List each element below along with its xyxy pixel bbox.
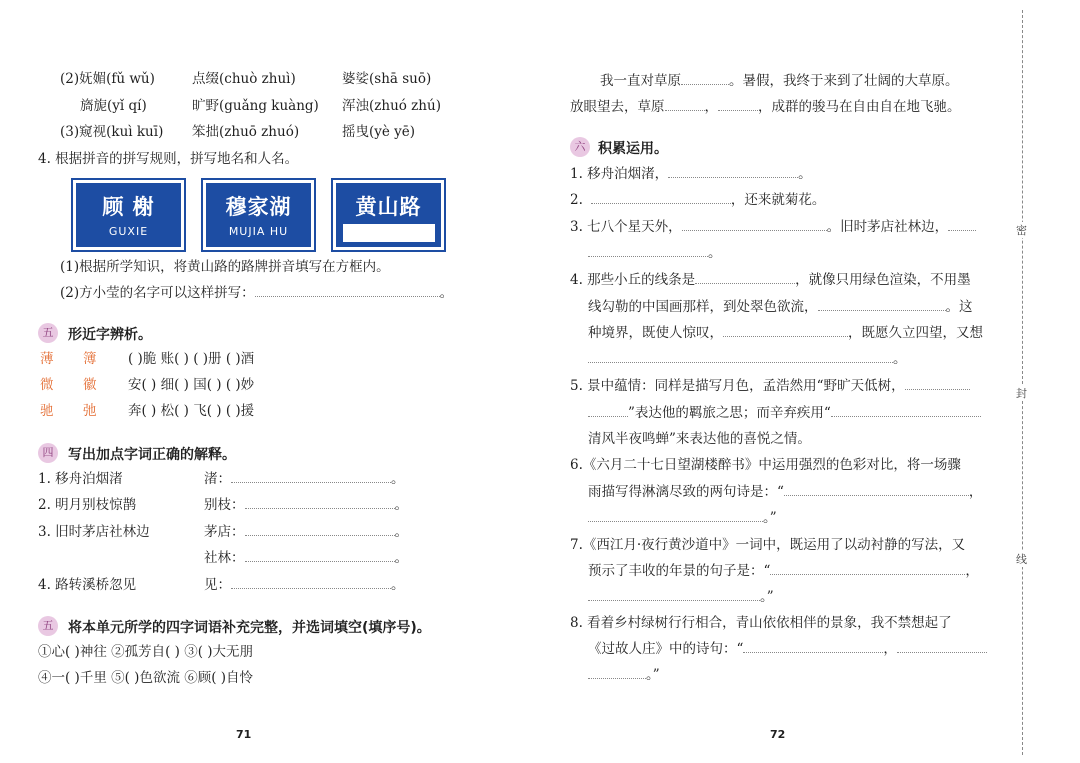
- fill-q4-line2: [588, 298, 973, 316]
- binding-label-feng: 封: [1016, 387, 1027, 400]
- explain-word-text: 渚：: [204, 471, 231, 487]
- answer-blank[interactable]: [665, 98, 705, 111]
- section-badge: 四: [38, 443, 58, 463]
- explain-word-5: 见： 。: [204, 577, 405, 593]
- text: ，还来就菊花。: [730, 192, 826, 208]
- answer-blank[interactable]: [591, 191, 731, 204]
- fill-q5-line1: [570, 377, 970, 395]
- answer-blank[interactable]: [743, 640, 883, 653]
- char-a: 薄: [40, 351, 54, 367]
- binding-label-xian: 线: [1016, 553, 1027, 566]
- left-page: [0, 0, 530, 763]
- section-title-explain: 写出加点字词正确的解释。: [68, 447, 236, 463]
- answer-blank[interactable]: [948, 218, 976, 231]
- fill-q4-line3: [588, 324, 983, 342]
- text: 种境界，既使人惊叹，: [588, 325, 723, 341]
- answer-blank[interactable]: [588, 350, 893, 363]
- fill-q7-line3: 。”: [588, 588, 774, 606]
- explain-item-2: 2. 明月别枝惊鹊: [38, 497, 137, 513]
- answer-blank[interactable]: [588, 666, 646, 679]
- text: 雨描写得淋漓尽致的两句诗是：“: [588, 484, 784, 500]
- section-badge: 五: [38, 323, 58, 343]
- fill-q8-line1: 8. 看着乡村绿树行行相合，青山依依相伴的景象，我不禁想起了: [570, 615, 952, 631]
- fill-q7-line2: 预示了丰收的年景的句子是：“ ，: [588, 563, 979, 579]
- answer-blank[interactable]: [831, 404, 981, 417]
- pinyin-answer-box[interactable]: [343, 224, 435, 242]
- char-row-2: 安( ) 细( ) 国( ) ( )妙: [128, 377, 255, 393]
- fill-q8-line2: 《过故人庄》中的诗句：“ ，: [588, 640, 987, 658]
- answer-blank[interactable]: [681, 72, 729, 85]
- fill-q5-line3: 清风半夜鸣蝉”来表达他的喜悦之情。: [588, 431, 811, 447]
- text: 2.: [570, 192, 583, 208]
- char-row-3: 奔( ) 松( ) 飞( ) ( )援: [128, 403, 255, 419]
- text: 3. 七八个星天外，: [570, 219, 682, 235]
- answer-blank[interactable]: [723, 324, 848, 337]
- explain-item-3: 3. 旧时茅店社林边: [38, 524, 150, 540]
- answer-blank[interactable]: [588, 244, 708, 257]
- explain-word-1: 渚： 。: [204, 471, 405, 487]
- fill-q3: [570, 218, 976, 236]
- explain-word-text: 别枝：: [204, 497, 245, 513]
- binding-label-mi: 密: [1016, 224, 1027, 237]
- char-b: 弛: [83, 403, 97, 419]
- answer-blank[interactable]: [588, 509, 763, 522]
- text: 。旧时茅店社林边，: [826, 219, 949, 235]
- text: 。这: [945, 299, 973, 315]
- text: 《过故人庄》中的诗句：“: [588, 641, 744, 657]
- answer-blank[interactable]: [245, 496, 395, 509]
- char-row-1: ( )脆 账( ) ( )册 ( )酒: [128, 351, 255, 367]
- char-b: 簿: [83, 351, 97, 367]
- sign-pinyin: GUXIE: [108, 225, 149, 238]
- pinyin-row-2-c: 浑浊(zhuó zhú): [342, 98, 441, 114]
- fill-q7-line1: 7.《西江月·夜行黄沙道中》一词中，既运用了以动衬静的写法，又: [570, 537, 966, 553]
- text: 1. 移舟泊烟渚，: [570, 166, 669, 182]
- answer-blank[interactable]: [245, 523, 395, 536]
- explain-word-2: 别枝： 。: [204, 497, 408, 513]
- idiom-row-2: ④一( )千里 ⑤( )色欲流 ⑥顾( )自怜: [38, 670, 254, 686]
- answer-blank[interactable]: [682, 218, 827, 231]
- text: 我一直对草原: [600, 73, 681, 89]
- char-b: 徽: [83, 377, 97, 393]
- sign-chinese: 穆家湖: [225, 195, 292, 219]
- fill-q5-line2: [588, 404, 981, 422]
- answer-blank[interactable]: [588, 588, 760, 601]
- fill-q3-cont: 。: [588, 244, 722, 262]
- answer-blank[interactable]: [770, 562, 965, 575]
- question-4: 4. 根据拼音的拼写规则，拼写地名和人名。: [38, 151, 299, 167]
- road-sign-mujiahu: [203, 180, 314, 250]
- text: ，成群的骏马在自由自在地飞驰。: [758, 99, 961, 115]
- binding-cut-line: [1022, 10, 1023, 755]
- answer-blank[interactable]: [897, 640, 987, 653]
- section-title-similar-chars: 形近字辨析。: [68, 327, 152, 343]
- answer-blank[interactable]: [588, 404, 628, 417]
- answer-blank[interactable]: [905, 377, 970, 390]
- text: ”表达他的羁旅之思；而辛弃疾用“: [628, 405, 831, 421]
- explain-word-4: 社林： 。: [204, 550, 408, 566]
- fill-q6-line1: 6.《六月二十七日望湖楼醉书》中运用强烈的色彩对比，将一场骤: [570, 457, 961, 473]
- fill-q4-line1: [570, 271, 971, 289]
- page-number-right: 72: [770, 728, 786, 741]
- page-number-left: 71: [236, 728, 252, 741]
- text: 。暑假，我终于来到了壮阔的大草原。: [729, 73, 959, 89]
- pinyin-row-2-a: 旖旎(yǐ qí): [80, 98, 147, 114]
- pinyin-row-1-b: 点缀(chuò zhuì): [192, 71, 296, 87]
- answer-blank[interactable]: [231, 470, 391, 483]
- sign-chinese: 顾 榭: [102, 195, 155, 219]
- paragraph-line-1: [600, 72, 959, 90]
- fill-q8-line3: 。”: [588, 666, 660, 684]
- fill-q6-line2: 雨描写得淋漓尽致的两句诗是：“ ，: [588, 484, 983, 500]
- answer-blank[interactable]: [784, 483, 969, 496]
- road-sign-guxie: [73, 180, 184, 250]
- answer-blank[interactable]: [245, 549, 395, 562]
- text: 5. 景中蕴情：同样是描写月色，孟浩然用“野旷天低树，: [570, 378, 905, 394]
- idiom-row-1: ①心( )神往 ②孤芳自( ) ③( )大无朋: [38, 644, 254, 660]
- char-a: 驰: [40, 403, 54, 419]
- explain-word-text: 见：: [204, 577, 231, 593]
- section-badge: 五: [38, 616, 58, 636]
- section-title-accumulate: 积累运用。: [598, 141, 668, 157]
- section-badge: 六: [570, 137, 590, 157]
- fill-q1: 1. 移舟泊烟渚， 。: [570, 166, 812, 182]
- explain-word-3: 茅店： 。: [204, 524, 408, 540]
- text: 4. 那些小丘的线条是: [570, 272, 696, 288]
- question-4-2-text: (2)方小莹的名字可以这样拼写：: [60, 285, 255, 301]
- answer-blank[interactable]: [231, 576, 391, 589]
- fill-q4-line4: 。: [588, 350, 907, 368]
- answer-blank[interactable]: [255, 284, 440, 297]
- pinyin-row-2-b: 旷野(guǎng kuàng): [192, 98, 319, 114]
- pinyin-row-3-a: (3)窥视(kuì kuī): [60, 124, 164, 140]
- answer-blank[interactable]: [668, 165, 798, 178]
- pinyin-row-3-b: 笨拙(zhuō zhuó): [192, 124, 300, 140]
- text: 放眼望去，草原: [570, 99, 665, 115]
- explain-word-text: 茅店：: [204, 524, 245, 540]
- pinyin-row-1-c: 婆娑(shā suō): [342, 71, 432, 87]
- question-4-2: (2)方小莹的名字可以这样拼写： 。: [60, 285, 454, 301]
- text: 预示了丰收的年景的句子是：“: [588, 563, 771, 579]
- text: 线勾勒的中国画那样，到处翠色欲流，: [588, 299, 818, 315]
- char-a: 微: [40, 377, 54, 393]
- text: ，就像只用绿色渲染，不用墨: [795, 272, 971, 288]
- road-sign-huangshanlu: [333, 180, 444, 250]
- fill-q6-line3: 。”: [588, 509, 777, 527]
- question-4-1: (1)根据所学知识，将黄山路的路牌拼音填写在方框内。: [60, 259, 390, 275]
- text: ，既愿久立四望，又想: [848, 325, 983, 341]
- pinyin-row-1-a: (2)妩媚(fǔ wǔ): [60, 71, 155, 87]
- explain-item-5: 4. 路转溪桥忽见: [38, 577, 137, 593]
- answer-blank[interactable]: [818, 298, 946, 311]
- sign-chinese: 黄山路: [355, 195, 422, 219]
- answer-blank[interactable]: [695, 271, 795, 284]
- explain-item-1: 1. 移舟泊烟渚: [38, 471, 123, 487]
- explain-word-text: 社林：: [204, 550, 245, 566]
- fill-q2: [570, 191, 825, 209]
- paragraph-line-2: 放眼望去，草原 ， ，成群的骏马在自由自在地飞驰。: [570, 99, 961, 115]
- pinyin-row-3-c: 摇曳(yè yē): [342, 124, 416, 140]
- section-title-idioms: 将本单元所学的四字词语补充完整，并选词填空(填序号)。: [68, 620, 431, 636]
- sign-pinyin: MUJIA HU: [228, 225, 289, 238]
- right-page: [540, 0, 1020, 763]
- answer-blank[interactable]: [718, 98, 758, 111]
